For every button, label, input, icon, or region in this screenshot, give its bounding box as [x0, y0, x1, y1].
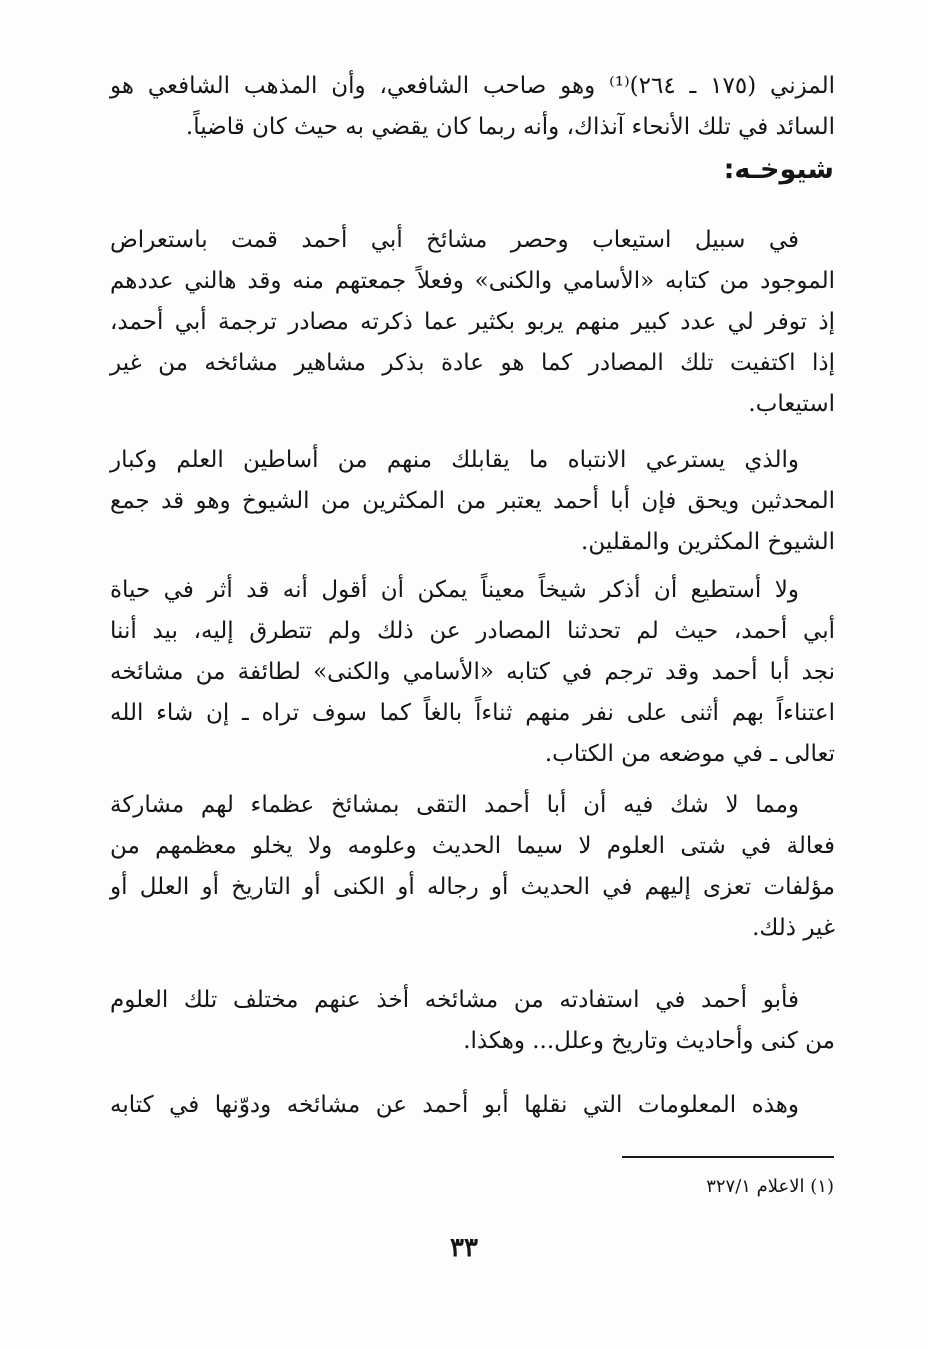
text-line: من كنى وأحاديث وتاريخ وعلل... وهكذا. — [463, 1028, 835, 1054]
paragraph-enumeration — [110, 220, 835, 425]
text-line: تعالى ـ في موضعه من الكتاب. — [544, 741, 835, 767]
text-line: فعالة في شتى العلوم لا سيما الحديث وعلومه ولا يخلو معظمهم من — [110, 833, 835, 859]
paragraph-benefit — [110, 980, 835, 1062]
text-line: المزني (١٧٥ ـ ٢٦٤)⁽¹⁾ وهو صاحب الشافعي، وأن المذهب الشافعي هو — [110, 73, 835, 99]
paragraph-great-scholars — [110, 785, 835, 949]
text-line: المحدثين ويحق فإن أبا أحمد يعتبر من المكثرين من الشيوخ وهو قد جمع — [110, 488, 835, 514]
text-line: غير ذلك. — [752, 915, 835, 941]
text-line: اعتناءاً بهم أثنى على نفر منهم ثناءاً بالغاً كما سوف تراه ـ إن شاء الله — [110, 700, 835, 726]
text-line: نجد أبا أحمد وقد ترجم في كتابه «الأسامي والكنى» لطائفة من مشائخه — [110, 659, 835, 685]
page-number: ٣٣ — [450, 1233, 478, 1263]
text-line: ولا أستطيع أن أذكر شيخاً معيناً يمكن أن أقول أنه قد أثر في حياة — [110, 577, 799, 603]
section-heading: شيوخـه: — [723, 154, 834, 185]
text-line: أبي أحمد، حيث لم تحدثنا المصادر عن ذلك ولم تتطرق إليه، بيد أننا — [110, 618, 835, 644]
paragraph-notable-teachers — [110, 440, 835, 563]
text-line: السائد في تلك الأنحاء آنذاك، وأنه ربما كان يقضي به حيث كان قاضياً. — [185, 114, 835, 140]
footnote: (١) الاعلام ٣٢٧/١ — [706, 1176, 834, 1197]
text-line: الشيوخ المكثرين والمقلين. — [581, 529, 835, 555]
text-line: الموجود من كتابه «الأسامي والكنى» وفعلاً جمعتهم منه وقد هالني عددهم — [110, 268, 835, 294]
text-line: ومما لا شك فيه أن أبا أحمد التقى بمشائخ عظماء لهم مشاركة — [110, 792, 799, 818]
text-line: فأبو أحمد في استفادته من مشائخه أخذ عنهم مختلف تلك العلوم — [110, 987, 799, 1013]
text-line: والذي يسترعي الانتباه ما يقابلك منهم من أساطين العلم وكبار — [110, 447, 799, 473]
text-line: استيعاب. — [748, 391, 835, 417]
footnote-divider — [622, 1156, 834, 1158]
paragraph-influence — [110, 570, 835, 775]
text-line: إذا اكتفيت تلك المصادر كما هو عادة بذكر مشاهير مشائخه من غير — [110, 350, 835, 376]
text-line: مؤلفات تعزى إليهم في الحديث أو رجاله أو الكنى أو التاريخ أو العلل أو — [110, 874, 835, 900]
paragraph-information — [110, 1085, 835, 1126]
text-line: في سبيل استيعاب وحصر مشائخ أبي أحمد قمت باستعراض — [110, 227, 799, 253]
text-line: إذ توفر لي عدد كبير منهم يربو بكثير عما ذكرته مصادر ترجمة أبي أحمد، — [110, 309, 835, 335]
text-line: وهذه المعلومات التي نقلها أبو أحمد عن مشائخه ودوّنها في كتابه — [110, 1092, 799, 1118]
paragraph-mazani — [110, 66, 835, 148]
